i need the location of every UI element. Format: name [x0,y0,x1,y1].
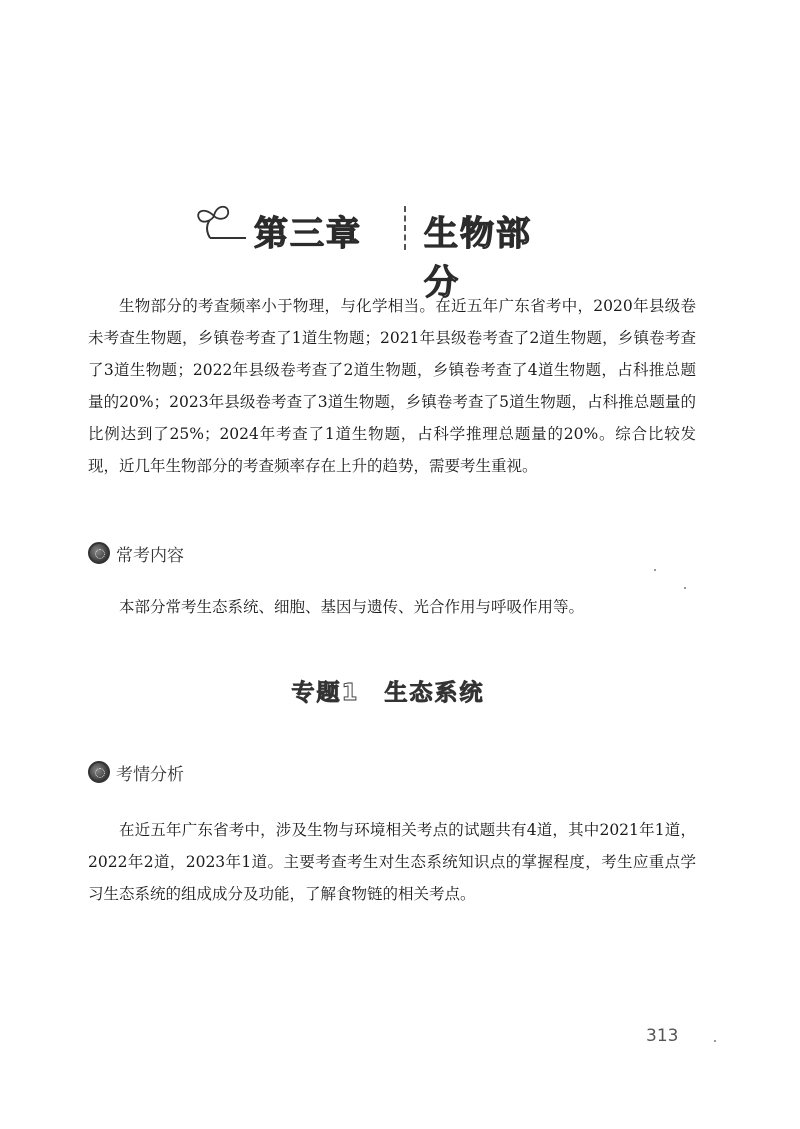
scan-speck [684,587,686,589]
section-label: 考情分析 [116,764,184,785]
section-label: 常考内容 [116,545,184,566]
scan-speck [654,569,656,571]
intro-paragraph: 生物部分的考查频率小于物理，与化学相当。在近五年广东省考中，2020年县级卷未考查生物题，乡镇卷考查了1道生物题；2021年县级卷考查了2道生物题，乡镇卷考查了3道生物题；2022年县级卷考查了2道生物题，乡镇卷考查了4道生物题，占科推总题量的20%；2023年县级卷考查了3道生物题，乡镇卷考查了5道生物题，占科推总题量的比例达到了25%；2024年考查了1道生物题，占科学推理总题量的20%。综合比较发现，近几年生物部分的考查频率存在上升的趋势，需要考生重视。 [88,297,696,475]
common-content-paragraph: 本部分常考生态系统、细胞、基因与遗传、光合作用与呼吸作用等。 [119,598,585,616]
chapter-divider [404,206,408,250]
chapter-number: 第三章 [254,214,362,254]
section-heading-analysis [88,757,184,787]
section-heading-common [88,538,184,568]
topic-title: 专题1 生态系统 [291,680,485,706]
page-number: 313 [646,1026,679,1046]
chapter-title [190,198,550,303]
sprout-icon [190,198,254,246]
scan-speck [714,1040,716,1042]
badge-icon [88,542,110,564]
analysis-paragraph: 在近五年广东省考中，涉及生物与环境相关考点的试题共有4道，其中2021年1道，2022年2道，2023年1道。主要考查考生对生态系统知识点的掌握程度，考生应重点学习生态系统的组成成分及功能，了解食物链的相关考点。 [88,821,696,903]
badge-icon [88,761,110,783]
chapter-name: 生物部分 [424,214,532,303]
